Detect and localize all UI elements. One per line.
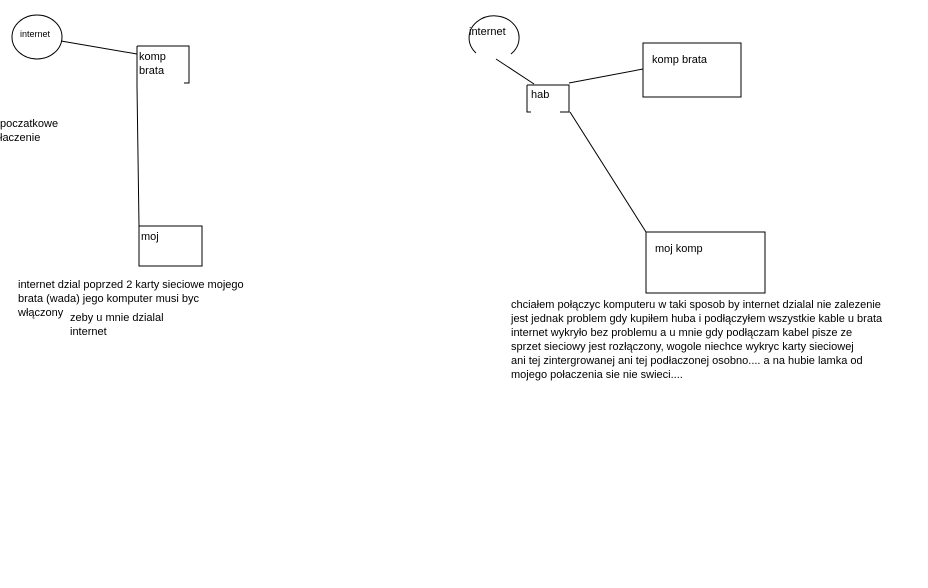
right-hub-label: hab	[531, 89, 550, 101]
right-description-line6: mojego połaczenia sie nie swieci....	[511, 369, 683, 381]
right-link-internet-hub	[496, 59, 534, 84]
right-description-line4: sprzet sieciowy jest rozłączony, wogole niechce wykryc karty sieciowej	[511, 341, 854, 353]
right-link-hub-my	[570, 112, 646, 232]
left-link-internet-brother	[61, 41, 137, 54]
right-description-line5: ani tej zintergrowanej ani tej podłaczonej osobno.... a na hubie lamka od	[511, 355, 863, 367]
right-description-line2: jest jednak problem gdy kupiłem huba i podłączyłem wszystkie kable u brata	[511, 313, 883, 325]
left-caption-line3: włączony	[18, 307, 64, 319]
left-caption-line2: brata (wada) jego komputer musi byc	[18, 293, 199, 305]
left-internet-label: internet	[20, 29, 51, 39]
left-caption-line1: internet dzial poprzed 2 karty sieciowe mojego	[18, 279, 244, 291]
right-internet-label: internet	[469, 26, 506, 38]
side-label-line2: łaczenie	[0, 132, 41, 144]
left-caption-cont-line2: internet	[70, 326, 107, 338]
left-brother-pc-label-line2: brata	[139, 65, 165, 77]
right-description-line1: chciałem połączyc komputeru w taki sposob by internet dzialal nie zalezenie	[511, 299, 881, 311]
right-brother-pc-box	[643, 43, 741, 97]
left-brother-pc-label-line1: komp	[139, 51, 166, 63]
right-description-line3: internet wykryło bez problemu a u mnie gdy podłączam kabel pisze ze	[511, 327, 853, 339]
right-link-hub-brother	[569, 69, 643, 83]
left-caption-cont-line1: zeby u mnie dzialal	[70, 312, 164, 324]
side-label-line1: poczatkowe	[0, 118, 59, 130]
right-brother-pc-label: komp brata	[652, 54, 708, 66]
left-my-pc-label: moj	[141, 231, 159, 243]
right-my-pc-label: moj komp	[655, 243, 703, 255]
left-link-brother-my	[137, 86, 139, 226]
